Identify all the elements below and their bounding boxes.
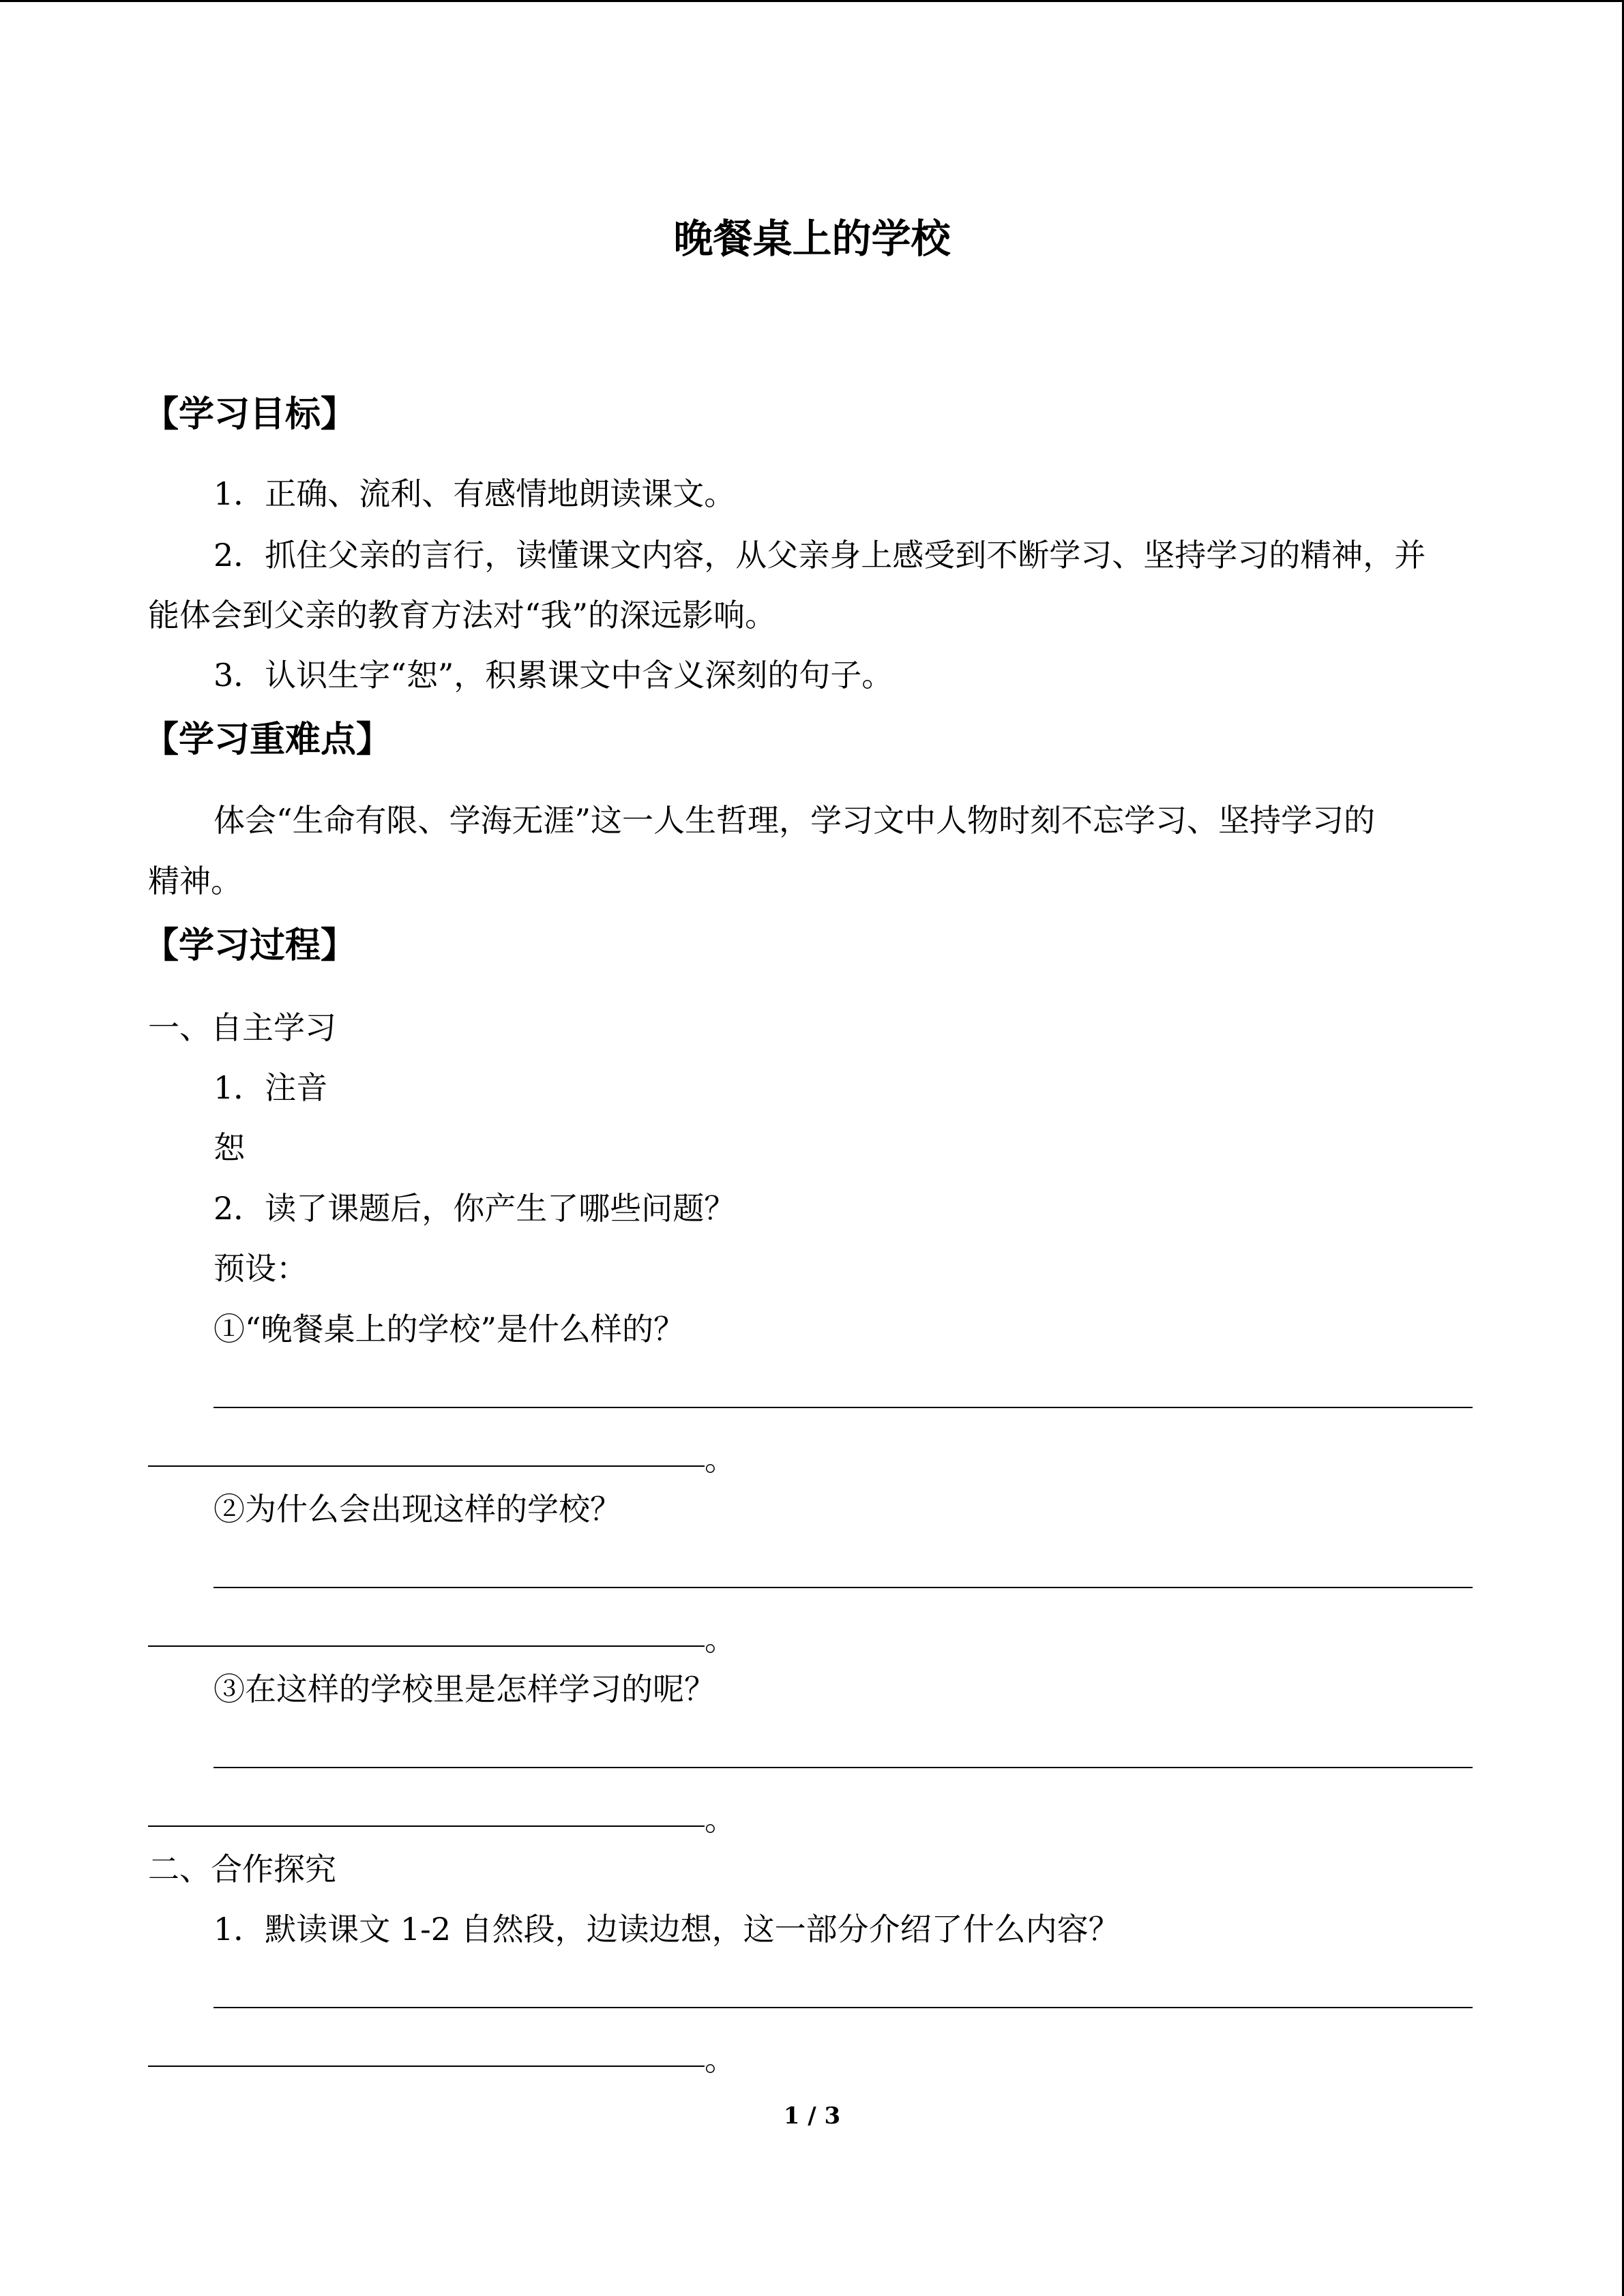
key-line-2: 精神。 xyxy=(148,863,242,899)
question-1: ①“晚餐桌上的学校”是什么样的？ xyxy=(213,1311,685,1347)
answer-period-q1: 。 xyxy=(705,1441,736,1478)
goal-line-3: 能体会到父亲的教育方法对“我”的深远影响。 xyxy=(148,597,777,633)
goal-line-4: 3．认识生字“恕”，积累课文中含义深刻的句子。 xyxy=(213,657,894,694)
answer-line-q2-b xyxy=(148,1645,705,1647)
answer-line-q2-a xyxy=(213,1587,1473,1588)
answer-period-q2: 。 xyxy=(705,1621,736,1658)
page-title: 晚餐桌上的学校 xyxy=(673,215,951,262)
question-2: ②为什么会出现这样的学校？ xyxy=(213,1491,621,1527)
part1-item-4: 预设： xyxy=(213,1250,308,1287)
part1-item-2: 恕 xyxy=(213,1129,245,1166)
answer-period-q3: 。 xyxy=(705,1801,736,1838)
goal-line-2: 2．抓住父亲的言行，读懂课文内容，从父亲身上感受到不断学习、坚持学习的精神，并 xyxy=(213,537,1426,573)
goals-heading: 【学习目标】 xyxy=(143,393,357,435)
goal-line-1: 1．正确、流利、有感情地朗读课文。 xyxy=(213,475,736,512)
part2-item-1: 1．默读课文 1-2 自然段，边读边想，这一部分介绍了什么内容？ xyxy=(213,1911,1120,1948)
key-line-1: 体会“生命有限、学海无涯”这一人生哲理，学习文中人物时刻不忘学习、坚持学习的 xyxy=(213,802,1376,839)
answer-line-q1-b xyxy=(148,1465,705,1467)
part1-item-1: 1．注音 xyxy=(213,1069,328,1106)
question-3: ③在这样的学校里是怎样学习的呢？ xyxy=(213,1671,715,1708)
answer-line-q3-a xyxy=(213,1767,1473,1768)
answer-line-p2-a xyxy=(213,2007,1473,2008)
answer-line-q1-a xyxy=(213,1407,1473,1408)
key-points-heading: 【学习重难点】 xyxy=(143,719,392,760)
part1-title: 一、自主学习 xyxy=(148,1009,336,1046)
answer-line-q3-b xyxy=(148,1825,705,1827)
process-heading: 【学习过程】 xyxy=(143,925,357,966)
answer-line-p2-b xyxy=(148,2066,705,2067)
part1-item-3: 2．读了课题后，你产生了哪些问题？ xyxy=(213,1190,736,1227)
answer-period-p2: 。 xyxy=(705,2041,736,2078)
top-border xyxy=(0,0,1624,2)
page-number: 1 / 3 xyxy=(783,2102,841,2130)
part2-title: 二、合作探究 xyxy=(148,1851,336,1888)
